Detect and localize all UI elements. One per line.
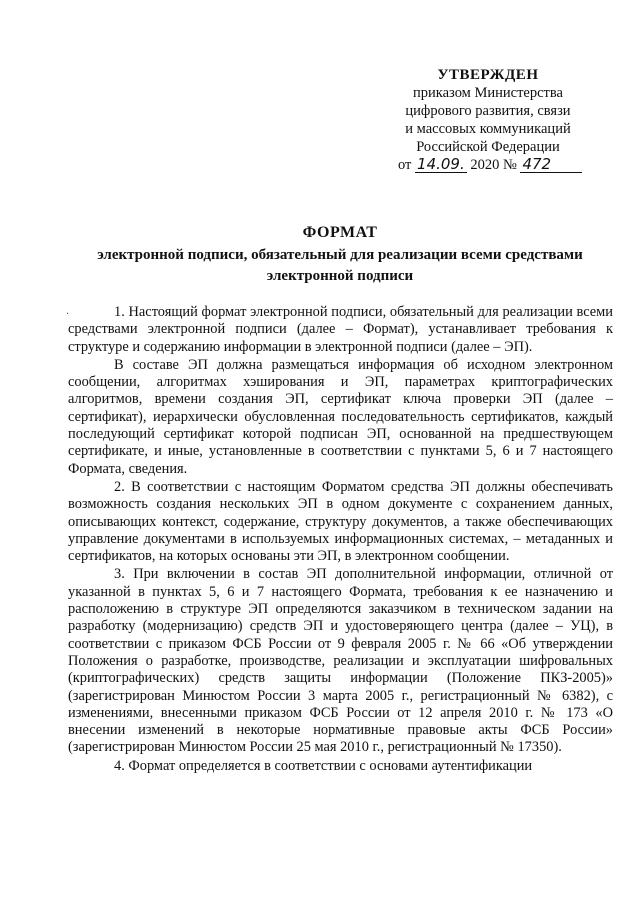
approval-line: цифрового развития, связи (405, 103, 571, 119)
approval-line: Российской Федерации (416, 139, 560, 155)
handwritten-number: 472 (520, 156, 582, 173)
approval-line: и массовых коммуникаций (405, 121, 571, 137)
approval-line: приказом Министерства (413, 85, 563, 101)
title-subtitle: электронной подписи, обязательный для реализации всеми средствами электронной подписи (97, 247, 583, 284)
handwritten-date: 14.09. (417, 155, 465, 173)
date-prefix: от (398, 157, 412, 173)
approval-stamp (388, 66, 588, 174)
paragraph: 1. Настоящий формат электронной подписи, обязательный для реализации всеми средствами электронной подписи (далее – Формат), устанавливает требования к структуре и содержанию информации в электронной подписи (далее – ЭП). (68, 304, 613, 355)
approval-date-line (388, 156, 588, 174)
approval-heading: УТВЕРЖДЕН (437, 67, 539, 83)
document-title (60, 222, 620, 287)
paragraph: В составе ЭП должна размещаться информация об исходном электронном сообщении, алгоритмах хэширования и ЭП, параметрах криптографических алгоритмов, времени создания ЭП, сертификат ключа проверки ЭП (далее – сертификат), иерархически обусловленная последовательность сертификатов, каждый последующий сертификат которой подписан ЭП, основанной на предшествующем сертификате, и иные, установленные в соответствии с пунктами 5, 6 и 7 настоящего Формата, сведения. (68, 356, 613, 477)
paragraph: 4. Формат определяется в соответствии с основами аутентификации (114, 757, 533, 774)
title-main: ФОРМАТ (302, 224, 378, 241)
paragraph: 3. При включении в состав ЭП дополнительной информации, отличной от указанной в пунктах 5, 6 и 7 настоящего Формата, требования к ее назначению и расположению в структуре ЭП определяются заказчиком в техническом задании на разработку (модернизацию) средств ЭП и удостоверяющего центра (далее – УЦ), в соответствии с приказом ФСБ России от 9 февраля 2005 г. № 66 «Об утверждении Положения о разработке, производстве, реализации и эксплуатации шифровальных (криптографических) средств защиты информации (Положение ПКЗ-2005)» (зарегистрирован Минюстом России 3 марта 2005 г., регистрационный № 6382), с изменениями, внесенными приказом ФСБ России от 12 апреля 2010 г. № 173 «О внесении изменений в некоторые нормативные правовые акты ФСБ России» (зарегистрирован Минюстом России 25 мая 2010 г., регистрационный № 17350). (68, 566, 613, 756)
margin-mark: · (66, 309, 70, 320)
year-text: 2020 № (470, 157, 517, 173)
document-body (68, 304, 613, 776)
paragraph: 2. В соответствии с настоящим Форматом средства ЭП должны обеспечивать возможность создания нескольких ЭП в одном документе с сохранением данных, описывающих контекст, содержание, структуру документов, а также обеспечивающих управление документами в используемых информационных системах, – метаданных и сертификатов, на которых основаны эти ЭП, в электронном сообщении. (68, 478, 613, 565)
